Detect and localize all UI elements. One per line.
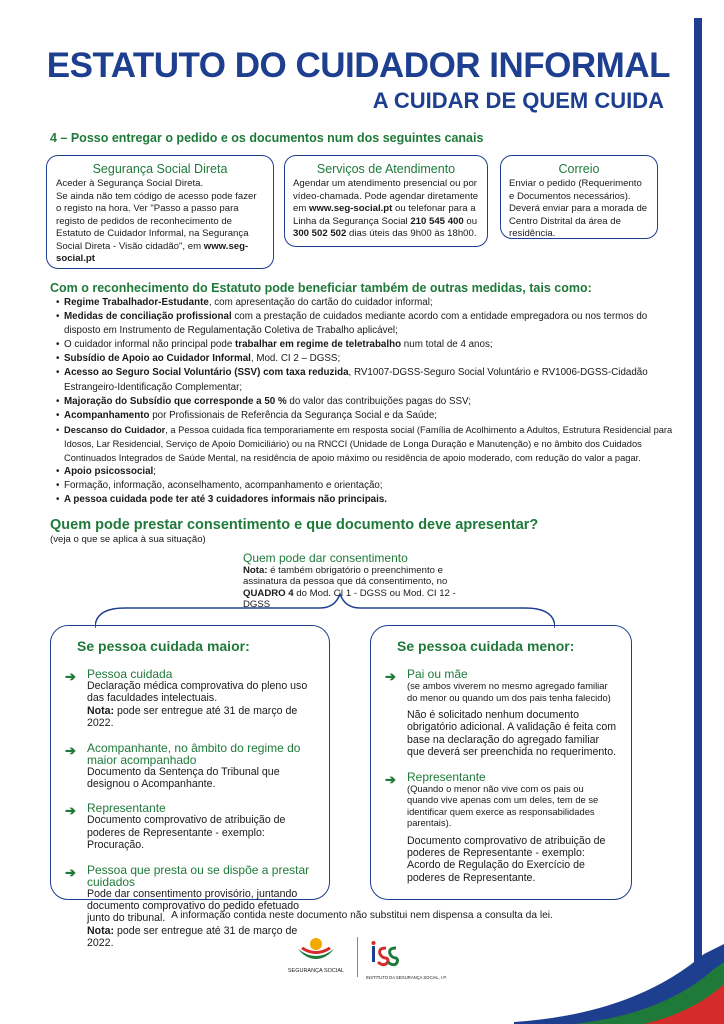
measures-list xyxy=(56,296,676,507)
canal-title: Correio xyxy=(558,162,600,176)
footer-disclaimer: A informação contida neste documento não substitui nem dispensa a consulta da lei. xyxy=(171,910,553,921)
iss-logo xyxy=(366,940,456,980)
arrow-right-icon: ➔ xyxy=(65,742,76,758)
adult-card xyxy=(50,625,330,950)
step-4-heading: 4 – Posso entregar o pedido e os documentos num dos seguintes canais xyxy=(50,131,484,145)
canal-seguranca-social-direta xyxy=(46,155,274,269)
list-item: • Acompanhamento por Profissionais de Referência da Segurança Social e da Saúde; xyxy=(56,409,676,423)
list-item xyxy=(65,864,315,950)
brace-connector xyxy=(95,590,555,630)
item-body: Documento comprovativo de atribuição de poderes de Representante - exemplo: Procuração. xyxy=(87,814,286,852)
right-accent-bar xyxy=(694,18,702,978)
canal-text: ou xyxy=(463,215,478,227)
arrow-right-icon: ➔ xyxy=(65,803,76,819)
item-body: Pode dar consentimento provisório, juntando documento comprovativo do pedido efetuado junto do tribunal. xyxy=(87,887,300,925)
list-item: • A pessoa cuidada pode ter até 3 cuidadores informais não principais. xyxy=(56,493,676,507)
item-body: Não é solicitado nenhum documento obrigatório adicional. A validação é feita com base na declaração do agregado familiar que deverá ser preenchida no requerimento. xyxy=(407,709,617,759)
item-body: Declaração médica comprovativa do pleno uso das faculdades intelectuais. xyxy=(87,680,308,705)
logo-caption: SEGURANÇA SOCIAL xyxy=(287,968,345,974)
list-item: • Descanso do Cuidador, a Pessoa cuidada fica temporariamente em resposta social (Família de Acolhimento a Adultos, Estrutura Residencial para Idosos, Lar Residencial, Serviço de Apoio Domiciliário) ou na RNCCI (Unidade de Longa Duração e Manutenção) e no âmbito dos Cuidados Continuados Integrados de Saúde Mental, na residência de apoio máximo ou residência de apoio moderado, com redução do valor a pagar. xyxy=(56,423,676,465)
arrow-right-icon: ➔ xyxy=(385,771,396,787)
item-heading: Representante xyxy=(407,769,486,784)
website-link[interactable]: www.seg-social.pt xyxy=(56,240,249,264)
phone-number[interactable]: 300 502 502 xyxy=(293,228,347,239)
list-item xyxy=(65,802,315,851)
canal-body xyxy=(293,178,479,241)
canal-correio xyxy=(500,155,658,239)
list-item: • Majoração do Subsídio que corresponde a 50 % do valor das contribuições pagas do SSV; xyxy=(56,395,676,409)
consent-who-title: Quem pode dar consentimento xyxy=(243,551,408,565)
list-item: • Medidas de conciliação profissional com a prestação de cuidados mediante acordo com a entidade empregadora ou nos termos do disposto em Instrumento de Regulamentação Coletiva de Trabalho aplicável; xyxy=(56,310,676,338)
canal-text: dias úteis das 9h00 às 18h00. xyxy=(346,228,477,239)
item-note: Nota: pode ser entregue até 31 de março de 2022. xyxy=(87,704,298,730)
consent-question: Quem pode prestar consentimento e que documento deve apresentar? xyxy=(50,517,539,533)
page-title: ESTATUTO DO CUIDADOR INFORMAL xyxy=(46,46,670,85)
seguranca-social-logo xyxy=(283,935,349,974)
item-subnote: (se ambos viverem no mesmo agregado familiar do menor ou quando um dos pais tenha falecido) xyxy=(407,680,611,703)
item-heading: Pessoa cuidada xyxy=(87,667,173,681)
canal-body: Enviar o pedido (Requerimento e Documentos necessários). Deverá enviar para a morada de Centro Distrital da área de residência. xyxy=(509,178,648,239)
canal-text: Agendar um atendimento presencial ou por vídeo-chamada. Pode agendar diretamente em xyxy=(293,178,479,214)
item-heading: Pessoa que presta ou se dispõe a prestar cuidados xyxy=(87,862,310,889)
canal-title: Segurança Social Direta xyxy=(92,162,228,176)
phone-number[interactable]: 210 545 400 xyxy=(410,215,464,227)
list-item: • Apoio psicossocial; xyxy=(56,465,676,479)
canal-text: Aceder à Segurança Social Direta. xyxy=(56,178,204,189)
item-note: Nota: pode ser entregue até 31 de março de 2022. xyxy=(87,924,298,950)
list-item: • Subsídio de Apoio ao Cuidador Informal, Mod. CI 2 – DGSS; xyxy=(56,352,676,366)
item-body: Documento da Sentença do Tribunal que designou o Acompanhante. xyxy=(87,765,280,791)
iss-emblem-icon xyxy=(366,940,400,968)
website-link[interactable]: www.seg-social.pt xyxy=(309,203,393,214)
seguranca-social-emblem-icon xyxy=(296,935,336,961)
item-heading: Representante xyxy=(87,801,166,816)
list-item: • O cuidador informal não principal pode trabalhar em regime de teletrabalho num total de 4 anos; xyxy=(56,338,676,352)
measures-heading: Com o reconhecimento do Estatuto pode beneficiar também de outras medidas, tais como: xyxy=(50,281,592,295)
logo-caption: INSTITUTO DA SEGURANÇA SOCIAL, I.P. xyxy=(366,975,447,980)
list-item xyxy=(65,668,315,730)
canal-servicos-atendimento xyxy=(284,155,488,247)
minor-title: Se pessoa cuidada menor: xyxy=(397,638,575,654)
list-item: • Acesso ao Seguro Social Voluntário (SSV) com taxa reduzida, RV1007-DGSS-Seguro Social Voluntário e RV1006-DGSS-Cidadão Estrangeiro-Identificação Complementar; xyxy=(56,366,676,394)
item-subnote: (Quando o menor não vive com os pais ou quando vive apenas com um deles, tem de se identificar quem exerce as responsabilidades parentais). xyxy=(407,782,599,829)
corner-swoosh-decoration xyxy=(514,944,724,1024)
consent-hint: (veja o que se aplica à sua situação) xyxy=(50,534,206,545)
arrow-right-icon: ➔ xyxy=(385,669,396,684)
item-body: Documento comprovativo de atribuição de poderes de Representante - exemplo: Acordo de Regulação do Exercício de poderes de Representante. xyxy=(407,834,606,884)
canal-body xyxy=(56,178,264,266)
arrow-right-icon: ➔ xyxy=(65,669,76,684)
list-item xyxy=(385,771,617,885)
page-subtitle: A CUIDAR DE QUEM CUIDA xyxy=(372,88,664,113)
minor-card xyxy=(370,625,632,900)
canal-title: Serviços de Atendimento xyxy=(316,162,456,176)
list-item: • Formação, informação, aconselhamento, acompanhamento e orientação; xyxy=(56,479,676,493)
list-item xyxy=(65,742,315,791)
logo-divider xyxy=(357,937,358,977)
arrow-right-icon: ➔ xyxy=(65,864,76,880)
list-item xyxy=(385,668,617,759)
item-heading: Pai ou mãe xyxy=(407,667,468,681)
item-heading: Acompanhante, no âmbito do regime do maior acompanhado xyxy=(87,740,301,767)
canal-text: ou telefonar para a Linha da Segurança Social xyxy=(293,203,476,227)
adult-title: Se pessoa cuidada maior: xyxy=(77,638,250,654)
list-item: • Regime Trabalhador-Estudante, com apresentação do cartão do cuidador informal; xyxy=(56,296,676,310)
consent-note: Nota: é também obrigatório o preenchimento e assinatura da pessoa que dá consentimento, no QUADRO 4 do Mod. CI 1 - DGSS ou Mod. CI 12 - DGSS xyxy=(243,564,456,610)
canal-text: Se ainda não tem código de acesso pode fazer o registo na hora. Ver "Passo a passo para registo de pedidos de reconhecimento de Estatuto de Cuidador Informal, na Segurança Social Direta - Visão cidadão", em xyxy=(56,190,257,252)
